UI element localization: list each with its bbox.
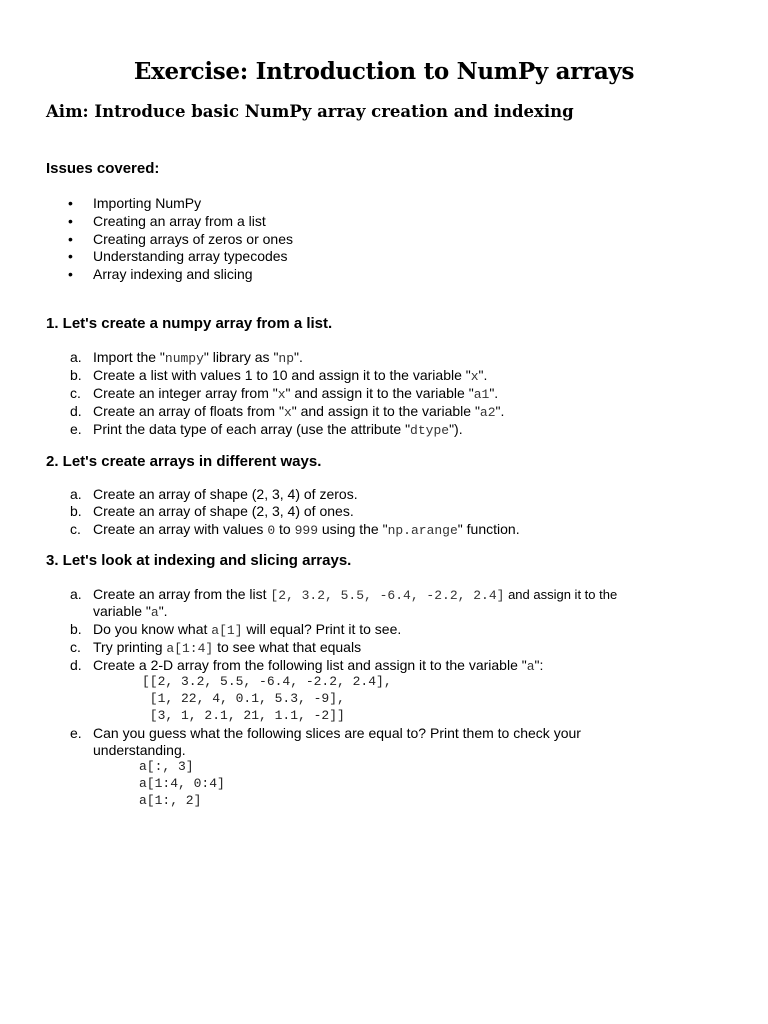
bullet-icon: • [68, 195, 73, 211]
issues-heading: Issues covered: [46, 160, 160, 177]
section-3-item-a-cont: variable "a". [93, 603, 168, 620]
item-marker: c. [70, 385, 81, 401]
section-2-item-b: Create an array of shape (2, 3, 4) of ones. [93, 503, 354, 519]
item-marker: b. [70, 367, 82, 383]
section-3-item-a: Create an array from the list [2, 3.2, 5.5, -6.4, -2.2, 2.4] and assign it to the [93, 586, 618, 603]
page-title: Exercise: Introduction to NumPy arrays [133, 58, 635, 85]
section-1-item-b: Create a list with values 1 to 10 and assign it to the variable "x". [93, 367, 488, 384]
item-marker: d. [70, 403, 82, 419]
item-marker: a. [70, 349, 82, 365]
section-3-item-e-cont: understanding. [93, 742, 186, 758]
list-item: Creating an array from a list [93, 213, 266, 229]
bullet-icon: • [68, 248, 73, 264]
code-block-2d-list: [[2, 3.2, 5.5, -6.4, -2.2, 2.4], [1, 22, 4, 0.1, 5.3, -9], [3, 1, 2.1, 21, 1.1, -2]] [142, 674, 392, 723]
section-3-item-e: Can you guess what the following slices are equal to? Print them to check your [93, 725, 581, 741]
section-1-item-e: Print the data type of each array (use the attribute "dtype"). [93, 421, 463, 438]
list-item: Understanding array typecodes [93, 248, 288, 264]
item-marker: d. [70, 657, 82, 673]
item-marker: a. [70, 486, 82, 502]
section-3-item-c: Try printing a[1:4] to see what that equals [93, 639, 362, 656]
section-2-item-a: Create an array of shape (2, 3, 4) of zeros. [93, 486, 358, 502]
bullet-icon: • [68, 231, 73, 247]
item-marker: b. [70, 503, 82, 519]
section-3-heading: 3. Let's look at indexing and slicing arrays. [46, 552, 352, 569]
section-1-item-a: Import the "numpy" library as "np". [93, 349, 303, 366]
section-3-item-b: Do you know what a[1] will equal? Print it to see. [93, 621, 402, 638]
item-marker: b. [70, 621, 82, 637]
list-item: Creating arrays of zeros or ones [93, 231, 293, 247]
section-1-heading: 1. Let's create a numpy array from a list. [46, 315, 333, 332]
section-2-heading: 2. Let's create arrays in different ways. [46, 453, 322, 470]
section-2-item-c: Create an array with values 0 to 999 using the "np.arange" function. [93, 521, 520, 538]
list-item: Importing NumPy [93, 195, 202, 211]
bullet-icon: • [68, 213, 73, 229]
item-marker: c. [70, 639, 81, 655]
section-1-item-d: Create an array of floats from "x" and assign it to the variable "a2". [93, 403, 505, 420]
item-marker: a. [70, 586, 82, 602]
list-item: Array indexing and slicing [93, 266, 253, 282]
bullet-icon: • [68, 266, 73, 282]
section-1-item-c: Create an integer array from "x" and assign it to the variable "a1". [93, 385, 499, 402]
item-marker: c. [70, 521, 81, 537]
item-marker: e. [70, 725, 82, 741]
aim-heading: Aim: Introduce basic NumPy array creation and indexing [46, 102, 574, 121]
section-3-item-d: Create a 2-D array from the following list and assign it to the variable "a": [93, 657, 544, 674]
item-marker: e. [70, 421, 82, 437]
code-block-slices: a[:, 3] a[1:4, 0:4] a[1:, 2] [139, 759, 225, 808]
